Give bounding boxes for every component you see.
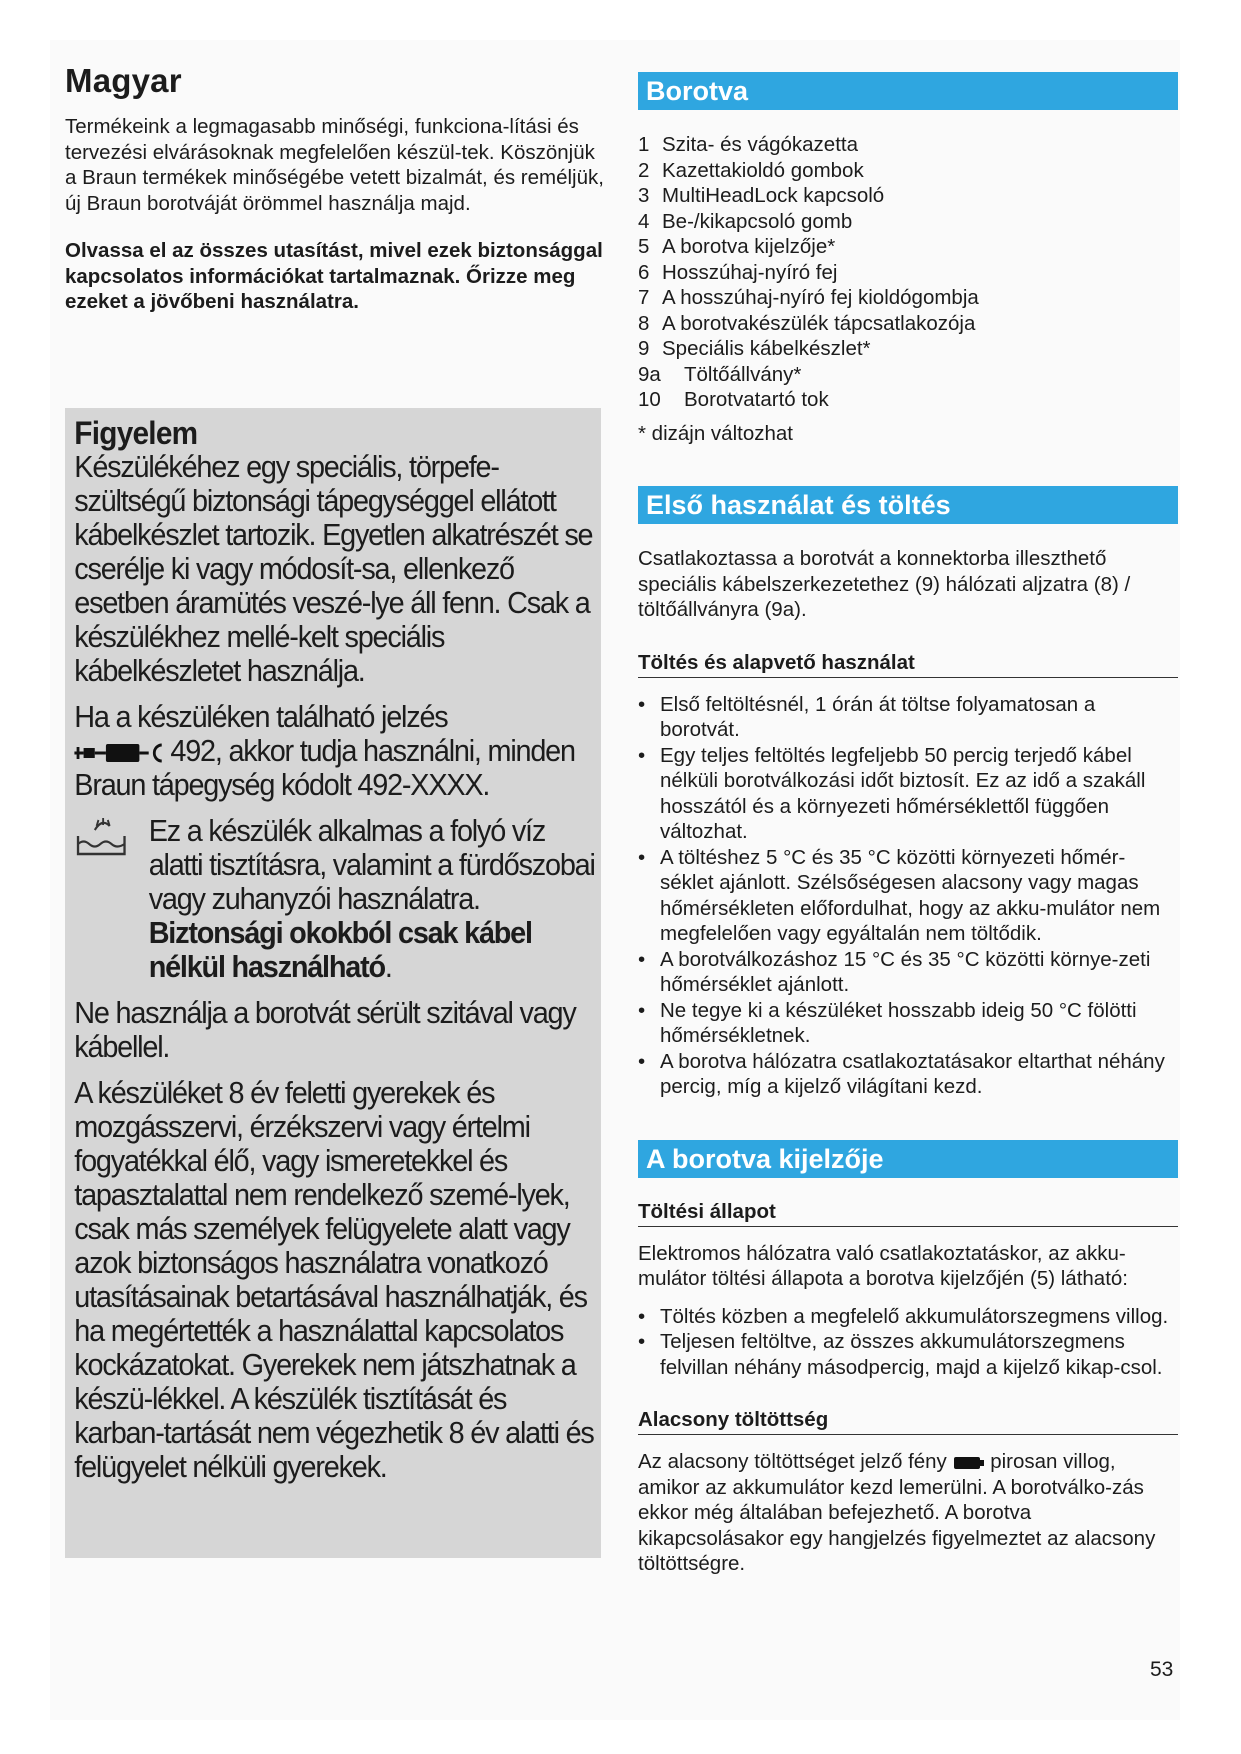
parts-list-item [638, 285, 1178, 311]
part-label: Speciális kábelkészlet* [662, 337, 871, 360]
part-label: Borotvatartó tok [684, 388, 829, 411]
bullet-text: Egy teljes feltöltés legfeljebb 50 percig terjedő kábel nélküli borotválkozási időt biztosít. Ez az idő a szakáll hosszától és a környezeti hőmérséklettől függően változhat. [660, 743, 1146, 843]
part-label: Hosszúhaj-nyíró fej [662, 260, 838, 284]
part-number: 9a [638, 362, 661, 386]
part-label: Töltőállvány* [684, 362, 802, 386]
parts-list-item [638, 387, 1178, 413]
shower-water-icon [74, 814, 148, 984]
bullet-text: Töltés közben a megfelelő akkumulátorszegmens villog. [660, 1304, 1169, 1328]
warning-box [65, 408, 601, 1558]
part-number: 1 [638, 133, 650, 156]
page-number: 53 [1150, 1658, 1174, 1681]
part-number: 2 [638, 158, 650, 182]
subheading-low-charge: Alacsony töltöttség [638, 1408, 1178, 1435]
parts-list-item [638, 311, 1178, 337]
warning-p2-a: Ha a készüléken található jelzés [74, 699, 448, 734]
bullet-dot-icon: • [638, 692, 646, 716]
water-notice [74, 814, 595, 984]
part-number: 10 [638, 388, 661, 411]
intro-bold-text: Olvassa el az összes utasítást, mivel ezek biztonsággal kapcsolatos információkat tartalmaznak. Őrizze meg ezeket a jövőbeni használatra. [65, 239, 603, 313]
charge-status-text: Elektromos hálózatra való csatlakoztatáskor, az akku-mulátor töltési állapota a borotva kijelzőjén (5) látható: [638, 1241, 1128, 1290]
section-heading-borotva: Borotva [638, 72, 1178, 110]
bullet-text: Első feltöltésnél, 1 órán át töltse folyamatosan a borotvát. [660, 692, 1096, 741]
parts-list-item [638, 260, 1178, 286]
design-note: * dizájn változhat [638, 421, 793, 445]
part-label: A borotva kijelzője* [662, 235, 836, 258]
part-label: A hosszúhaj-nyíró fej kioldógombja [662, 286, 979, 309]
subheading-charging-basic: Töltés és alapvető használat [638, 651, 1178, 678]
warning-paragraph-1: Készülékéhez egy speciális, törpefe-szültségű biztonsági tápegységgel ellátott kábelkészlet tartozik. Egyetlen alkatrészét se cserélje ki vagy módosít-sa, ellenkező esetben áramütés veszé-lye áll fenn. Csak a készülékhez mellé-kelt speciális kábelkészletet használja. [74, 449, 593, 688]
part-label: A borotvakészülék tápcsatlakozója [662, 311, 976, 335]
water-notice-text: Ez a készülék alkalmas a folyó víz alatti tisztításra, valamint a fürdőszobai vagy zuhanyzói használatra. Biztonsági okokból csak kábel nélkül használható. [148, 813, 595, 984]
low-battery-icon [953, 1455, 985, 1471]
bullet-text: Teljesen feltöltve, az összes akkumulátorszegmens felvillan néhány másodpercig, majd a kijelző kikap-csol. [660, 1330, 1163, 1379]
part-label: MultiHeadLock kapcsoló [662, 184, 885, 207]
parts-list-item [638, 234, 1178, 260]
low-charge-text: Az alacsony töltöttséget jelző fény pirosan villog, amikor az akkumulátor kezd lemerülni. A borotválko-zás ekkor még általában befejezhető. A borotva kikapcsolásakor egy hangjelzés figyelmeztet az alacsony töltöttségre. [638, 1450, 1156, 1575]
bullet-text: Ne tegye ki a készüléket hosszabb ideig 50 °C fölötti hőmérsékletnek. [660, 998, 1137, 1047]
warning-paragraph-5: A készüléket 8 év feletti gyerekek és mozgásszervi, érzékszervi vagy értelmi fogyatékkal élő, vagy ismeretekkel és tapasztalattal nem rendelkező szemé-lyek, csak más személyek felügyelete alatt vagy azok biztonságos használatra vonatkozó utasításainak betartásával használhatják, és ha megértették a használattal kapcsolatos kockázatokat. Gyerekek nem játszhatnak a készü-lékkel. A készülék tisztítását és karban-tartását nem végezhetik 8 év alatti és felügyelet nélküli gyerekek. [74, 1075, 594, 1484]
warning-paragraph-2 [74, 700, 595, 802]
bullet-item [638, 1049, 1178, 1100]
part-number: 3 [638, 184, 650, 207]
bullet-dot-icon: • [638, 1304, 646, 1328]
bullet-item [638, 1304, 1178, 1330]
bullet-item [638, 845, 1178, 947]
bullet-item [638, 1329, 1178, 1380]
part-number: 8 [638, 311, 650, 335]
bullet-dot-icon: • [638, 845, 646, 869]
part-number: 6 [638, 260, 650, 284]
part-number: 5 [638, 235, 650, 258]
page-title: Magyar [65, 62, 182, 99]
bullet-text: A borotva hálózatra csatlakoztatásakor eltarthat néhány percig, míg a kijelző világítani kezd. [660, 1049, 1165, 1098]
part-label: Szita- és vágókazetta [662, 133, 858, 156]
part-label: Be-/kikapcsoló gomb [662, 209, 853, 233]
warning-paragraph-4: Ne használja a borotvát sérült szitával vagy kábellel. [74, 995, 576, 1064]
bullet-dot-icon: • [638, 947, 646, 971]
parts-list-item [638, 183, 1178, 209]
charging-bullets [638, 692, 1178, 1100]
parts-list-item [638, 362, 1178, 388]
bullet-text: A borotválkozáshoz 15 °C és 35 °C közötti környe-zeti hőmérséklet ajánlott. [660, 947, 1151, 996]
left-column [65, 62, 605, 315]
warning-p2-b: 492, akkor tudja használni, minden Braun tápegység kódolt 492-XXXX. [74, 733, 575, 802]
part-number: 9 [638, 337, 650, 360]
part-label: Kazettakioldó gombok [662, 158, 864, 182]
bullet-dot-icon: • [638, 1049, 646, 1073]
part-number: 7 [638, 286, 650, 309]
bullet-item [638, 998, 1178, 1049]
bullet-dot-icon: • [638, 743, 646, 767]
warning-title: Figyelem [74, 415, 198, 451]
bullet-dot-icon: • [638, 998, 646, 1022]
display-bullets [638, 1304, 1178, 1381]
right-column [638, 72, 1178, 1577]
bullet-item [638, 692, 1178, 743]
power-supply-symbol-icon [74, 741, 163, 765]
section-heading-first-use: Első használat és töltés [638, 486, 1178, 524]
subheading-charge-status: Töltési állapot [638, 1200, 1178, 1227]
section-heading-display: A borotva kijelzője [638, 1140, 1178, 1178]
parts-list-item [638, 336, 1178, 362]
bullet-dot-icon: • [638, 1330, 646, 1353]
parts-list-item [638, 158, 1178, 184]
intro-text: Termékeink a legmagasabb minőségi, funkciona-lítási és tervezési elvárásoknak megfelelően készül-tek. Köszönjük a Braun termékek minőségébe vetett bizalmát, és reméljük, új Braun borotváját örömmel használja majd. [65, 115, 604, 215]
parts-list-item [638, 209, 1178, 235]
parts-list-item [638, 132, 1178, 158]
bullet-item [638, 947, 1178, 998]
part-number: 4 [638, 209, 650, 233]
parts-list [638, 132, 1178, 413]
bullet-item [638, 743, 1178, 845]
first-use-text: Csatlakoztassa a borotvát a konnektorba illeszthető speciális kábelszerkezetethez (9) hálózati aljzatra (8) / töltőállványra (9a). [638, 547, 1131, 621]
bullet-text: A töltéshez 5 °C és 35 °C közötti környezeti hőmér-séklet ajánlott. Szélsőségesen alacsony vagy magas hőmérsékleten előfordulhat, hogy az akku-mulátor nem megfelelően vagy egyáltalán nem töltődik. [660, 845, 1161, 945]
